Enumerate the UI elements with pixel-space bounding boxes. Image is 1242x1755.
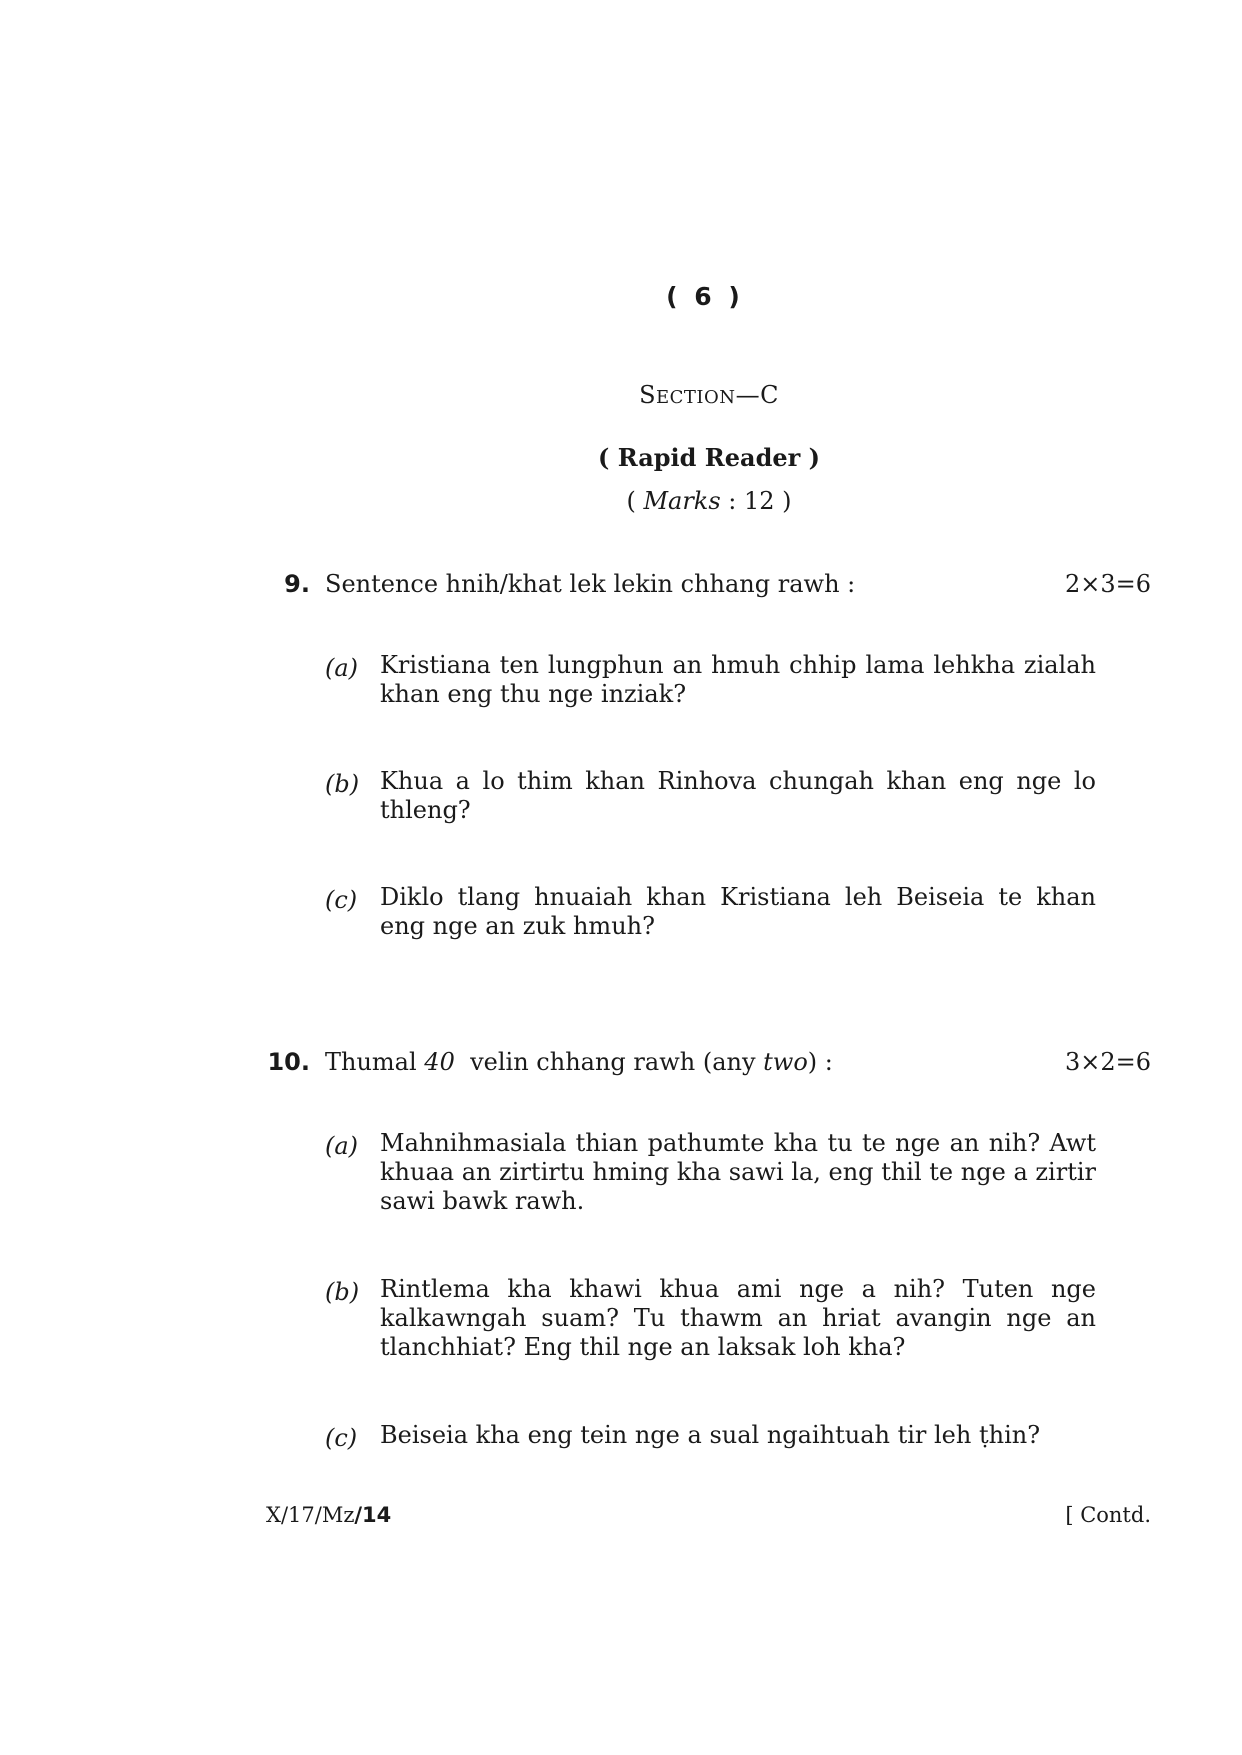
marks-label: Marks [643,487,721,515]
section-title [0,381,1242,409]
q10-text-emphasis: two [763,1048,808,1076]
question-10-text [325,1048,833,1076]
section-suffix: —C [735,381,779,409]
question-10-number: 10. [267,1048,310,1076]
question-9-option-a-text: Kristiana ten lungphun an hmuh chhip lama lehkha zialah khan eng thu nge inziak? [380,651,1096,708]
question-10-option-b-text: Rintlema kha khawi khua ami nge a nih? Tuten nge kalkawngah suam? Tu thawm an hriat avangin nge an tlanchhiat? Eng thil nge an laksak loh kha? [380,1275,1096,1361]
section-prefix: S [639,381,657,409]
question-10-option-a-label: (a) [325,1132,359,1160]
section-small-caps: ECTION [656,387,736,408]
question-10-option-a-text: Mahnihmasiala thian pathumte kha tu te nge an nih? Awt khuaa an zirtirtu hming kha sawi la, eng thil te nge a zirtir sawi bawk rawh. [380,1129,1096,1215]
question-9-option-c-text: Diklo tlang hnuaiah khan Kristiana leh Beiseia te khan eng nge an zuk hmuh? [380,883,1096,940]
question-10-option-c-label: (c) [325,1424,358,1452]
footer-contd: [ Contd. [1065,1503,1151,1527]
question-9-option-c-label: (c) [325,886,358,914]
question-9-marks: 2×3=6 [1064,570,1151,598]
question-10-option-b-label: (b) [325,1278,360,1306]
marks-open: ( [626,487,644,515]
section-subtitle: ( Rapid Reader ) [598,443,820,472]
page-number: ( 6 ) [666,282,744,311]
q10-text-number: 40 [424,1048,455,1076]
marks-value: : 12 ) [720,487,792,515]
question-9-number: 9. [284,570,310,598]
question-9-text: Sentence hnih/khat lek lekin chhang rawh : [325,570,856,598]
question-9-option-a-label: (a) [325,654,359,682]
question-10-option-c-text: Beiseia kha eng tein nge a sual ngaihtuah tir leh ṭhin? [380,1421,1041,1449]
q10-text-mid: velin chhang rawh (any [454,1048,764,1076]
question-10-marks: 3×2=6 [1064,1048,1151,1076]
q10-text-post: ) : [807,1048,833,1076]
footer-code-text: X/17/Mz [266,1503,355,1527]
q10-text-pre: Thumal [325,1048,425,1076]
question-9-option-b-text: Khua a lo thim khan Rinhova chungah khan eng nge lo thleng? [380,767,1096,824]
footer-page: /14 [354,1503,392,1527]
question-9-option-b-label: (b) [325,770,360,798]
section-marks [0,487,1242,515]
footer-code [266,1503,391,1527]
